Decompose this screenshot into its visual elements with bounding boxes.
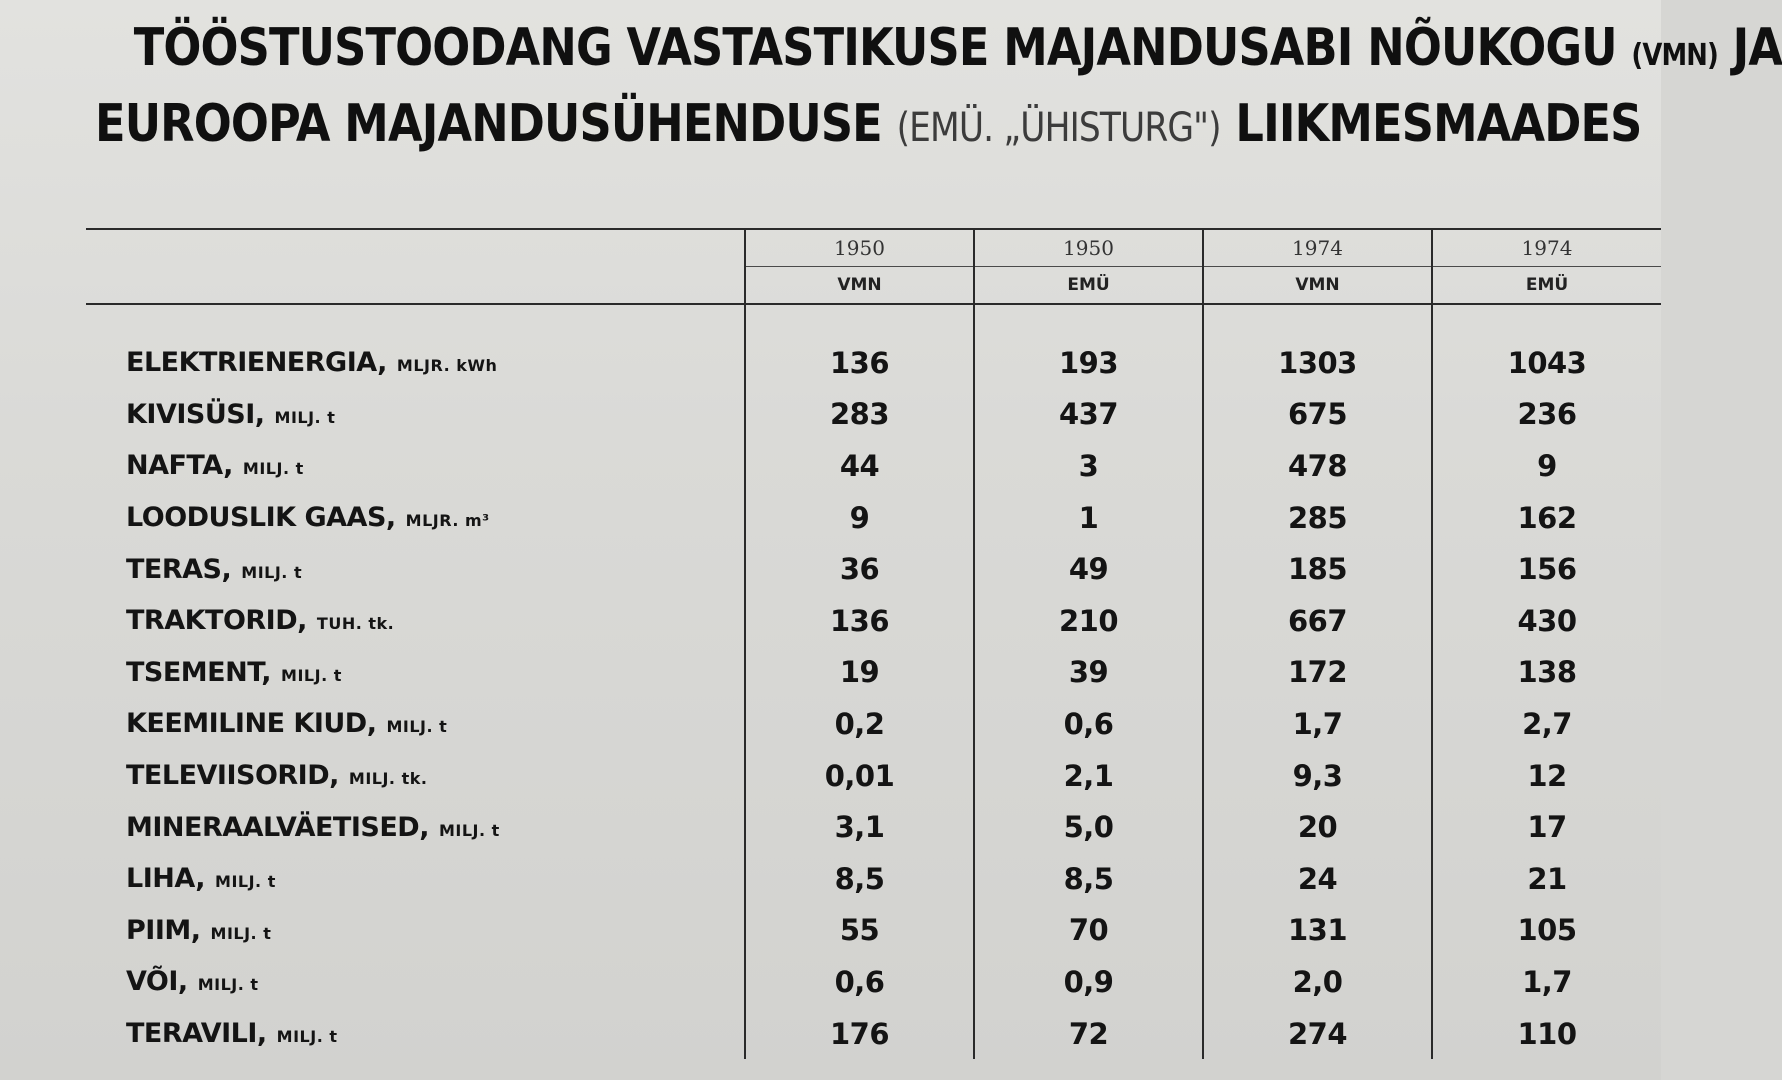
value-cell: 274: [1203, 1008, 1432, 1060]
value-cell: 24: [1203, 853, 1432, 905]
row-label: [86, 399, 335, 430]
product-unit: MILJ. t: [281, 665, 342, 685]
value-cell: 70: [974, 905, 1203, 957]
table-row: [86, 647, 1661, 699]
value-cell: 0,2: [745, 698, 974, 750]
column-year: 1974: [1432, 229, 1661, 267]
header-corner: [86, 267, 745, 305]
product-name: LOODUSLIK GAAS,: [126, 502, 396, 534]
row-label: [86, 347, 497, 378]
table-row: [86, 1008, 1661, 1060]
product-unit: TUH. tk.: [316, 614, 395, 634]
value-cell: 0,6: [745, 956, 974, 1008]
title-line-2-end: LIIKMESMAADES: [1235, 94, 1642, 154]
row-label-cell: [86, 956, 745, 1008]
product-unit: MILJ. tk.: [348, 769, 428, 789]
product-unit: MLJR. kWh: [396, 356, 498, 376]
value-cell: 675: [1203, 389, 1432, 441]
value-cell: 55: [745, 905, 974, 957]
row-label-cell: [86, 698, 745, 750]
header-corner: [86, 229, 745, 267]
value-cell: 1,7: [1203, 698, 1432, 750]
row-label: [86, 605, 394, 636]
value-cell: 478: [1203, 440, 1432, 492]
table-row: [86, 492, 1661, 544]
row-label-cell: [86, 801, 745, 853]
row-label-cell: [86, 853, 745, 905]
value-cell: 19: [745, 647, 974, 699]
product-unit: MLJR. m³: [405, 511, 490, 531]
value-cell: 285: [1203, 492, 1432, 544]
row-label: [86, 915, 271, 946]
product-unit: MILJ. t: [274, 407, 336, 427]
value-cell: 1,7: [1432, 956, 1661, 1008]
row-label: [86, 966, 259, 997]
table-row: [86, 956, 1661, 1008]
value-cell: 156: [1432, 543, 1661, 595]
value-cell: 5,0: [974, 801, 1203, 853]
row-label-cell: [86, 750, 745, 802]
column-year: 1950: [974, 229, 1203, 267]
value-cell: 430: [1432, 595, 1661, 647]
value-cell: 131: [1203, 905, 1432, 957]
value-cell: 72: [974, 1008, 1203, 1060]
row-label: [86, 812, 500, 843]
row-label-cell: [86, 440, 745, 492]
product-name: NAFTA,: [126, 450, 233, 482]
production-table: [86, 228, 1661, 1059]
value-cell: 0,01: [745, 750, 974, 802]
value-cell: 283: [745, 389, 974, 441]
row-label: [86, 554, 302, 585]
table-body: [86, 304, 1661, 1059]
value-cell: 136: [745, 337, 974, 389]
product-unit: MILJ. t: [215, 872, 276, 892]
value-cell: 1: [974, 492, 1203, 544]
header-years-row: [86, 229, 1661, 267]
table-row: [86, 698, 1661, 750]
value-cell: 437: [974, 389, 1203, 441]
value-cell: 667: [1203, 595, 1432, 647]
product-name: TELEVIISORID,: [126, 760, 339, 792]
table-row: [86, 905, 1661, 957]
column-group: EMÜ: [974, 267, 1203, 305]
value-cell: 17: [1432, 801, 1661, 853]
row-label-cell: [86, 389, 745, 441]
product-unit: MILJ. t: [241, 562, 303, 582]
value-cell: 110: [1432, 1008, 1661, 1060]
value-cell: 39: [974, 647, 1203, 699]
header-groups-row: [86, 267, 1661, 305]
row-label: [86, 450, 304, 481]
table-row: [86, 337, 1661, 389]
product-name: PIIM,: [126, 914, 201, 946]
value-cell: 9,3: [1203, 750, 1432, 802]
table-spacer: [86, 304, 1661, 337]
product-unit: MILJ. t: [438, 820, 500, 840]
value-cell: 236: [1432, 389, 1661, 441]
value-cell: 44: [745, 440, 974, 492]
row-label-cell: [86, 492, 745, 544]
table-row: [86, 801, 1661, 853]
table-row: [86, 750, 1661, 802]
table-row: [86, 389, 1661, 441]
title-line-2: [95, 90, 1642, 162]
column-group: EMÜ: [1432, 267, 1661, 305]
product-unit: MILJ. t: [242, 459, 304, 479]
value-cell: 20: [1203, 801, 1432, 853]
title-line-1-abbr: (VMN): [1631, 38, 1718, 73]
value-cell: 138: [1432, 647, 1661, 699]
value-cell: 176: [745, 1008, 974, 1060]
column-group: VMN: [1203, 267, 1432, 305]
product-unit: MILJ. t: [210, 923, 272, 943]
row-label: [86, 760, 427, 791]
title-line-1: [95, 14, 1782, 90]
value-cell: 2,7: [1432, 698, 1661, 750]
title-line-2-main: EUROOPA MAJANDUSÜHENDUSE: [95, 94, 882, 154]
value-cell: 21: [1432, 853, 1661, 905]
value-cell: 2,0: [1203, 956, 1432, 1008]
table-row: [86, 543, 1661, 595]
product-name: KEEMILINE KIUD,: [126, 708, 377, 740]
value-cell: 193: [974, 337, 1203, 389]
value-cell: 172: [1203, 647, 1432, 699]
product-unit: MILJ. t: [197, 975, 259, 995]
value-cell: 210: [974, 595, 1203, 647]
row-label: [86, 863, 276, 894]
value-cell: 105: [1432, 905, 1661, 957]
title-line-1-end: JA: [1732, 18, 1782, 78]
row-label-cell: [86, 337, 745, 389]
product-name: TRAKTORID,: [126, 605, 307, 637]
row-label: [86, 708, 447, 739]
product-name: KIVISÜSI,: [126, 398, 265, 430]
page-title: [95, 14, 1782, 162]
value-cell: 136: [745, 595, 974, 647]
value-cell: 3: [974, 440, 1203, 492]
table-row: [86, 595, 1661, 647]
product-name: LIHA,: [126, 863, 206, 895]
value-cell: 2,1: [974, 750, 1203, 802]
table-row: [86, 440, 1661, 492]
product-name: TERAS,: [126, 553, 232, 585]
row-label: [86, 1018, 338, 1049]
value-cell: 162: [1432, 492, 1661, 544]
product-name: TERAVILI,: [126, 1018, 267, 1050]
value-cell: 1043: [1432, 337, 1661, 389]
row-label-cell: [86, 1008, 745, 1060]
row-label-cell: [86, 543, 745, 595]
column-group: VMN: [745, 267, 974, 305]
product-name: VÕI,: [126, 966, 188, 998]
value-cell: 36: [745, 543, 974, 595]
value-cell: 3,1: [745, 801, 974, 853]
row-label: [86, 502, 490, 533]
value-cell: 9: [1432, 440, 1661, 492]
row-label-cell: [86, 647, 745, 699]
value-cell: 49: [974, 543, 1203, 595]
value-cell: 185: [1203, 543, 1432, 595]
value-cell: 0,6: [974, 698, 1203, 750]
product-unit: MILJ. t: [276, 1027, 338, 1047]
value-cell: 8,5: [745, 853, 974, 905]
value-cell: 12: [1432, 750, 1661, 802]
row-label-cell: [86, 595, 745, 647]
title-line-1-main: TÖÖSTUSTOODANG VASTASTIKUSE MAJANDUSABI NÕUKOGU: [133, 18, 1617, 78]
column-year: 1974: [1203, 229, 1432, 267]
column-year: 1950: [745, 229, 974, 267]
value-cell: 9: [745, 492, 974, 544]
table-row: [86, 853, 1661, 905]
product-name: ELEKTRIENERGIA,: [126, 347, 387, 379]
row-label: [86, 657, 342, 688]
row-label-cell: [86, 905, 745, 957]
product-name: MINERAALVÄETISED,: [126, 811, 429, 843]
value-cell: 0,9: [974, 956, 1203, 1008]
title-line-2-paren: (EMÜ. „ÜHISTURG"): [896, 105, 1221, 151]
product-unit: MILJ. t: [386, 717, 448, 737]
value-cell: 1303: [1203, 337, 1432, 389]
value-cell: 8,5: [974, 853, 1203, 905]
product-name: TSEMENT,: [126, 656, 272, 688]
